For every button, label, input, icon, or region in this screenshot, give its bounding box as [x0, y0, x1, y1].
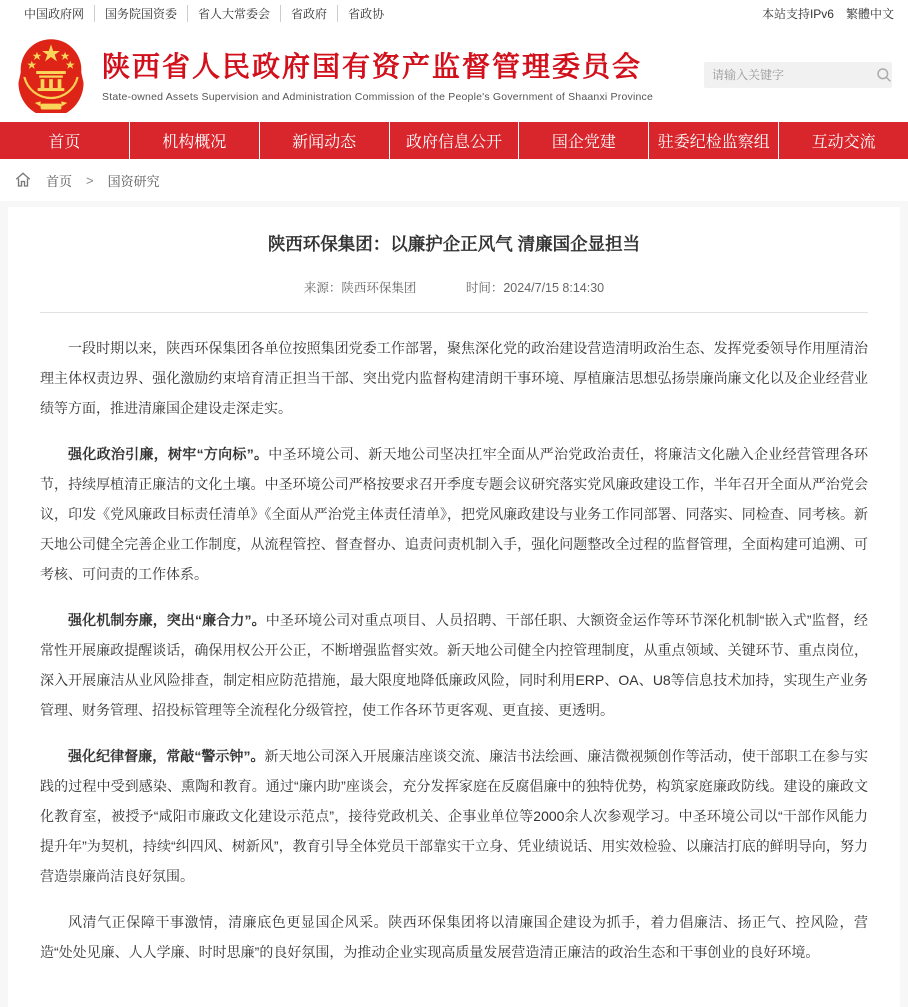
top-utility-bar	[0, 0, 908, 26]
breadcrumb-home[interactable]: 首页	[46, 173, 73, 189]
traditional-chinese-link[interactable]: 繁體中文	[845, 6, 894, 21]
article-header	[40, 231, 868, 313]
article-paragraph	[40, 907, 868, 967]
article-paragraph	[40, 439, 868, 589]
paragraph-text: 新天地公司深入开展廉洁座谈交流、廉洁书法绘画、廉洁微视频创作等活动，使干部职工在参与实践的过程中受到感染、熏陶和教育。通过“廉内助”座谈会，充分发挥家庭在反腐倡廉中的独特优势，构筑家庭廉政防线。建设的廉政文化教育室，被授予“咸阳市廉政文化建设示范点”，接待党政机关、企事业单位等2000余人次参观学习。中圣环境公司以“干部作风能力提升年”为契机，持续“纠四风、树新风”，教育引导全体党员干部靠实干立身、凭业绩说话、用实效检验、以廉洁打底的鲜明导向，努力营造崇廉尚洁良好氛围。	[40, 748, 869, 884]
nav-item-gov-info[interactable]: 政府信息公开	[389, 122, 519, 159]
breadcrumb	[0, 159, 908, 201]
ipv6-label: 本站支持IPv6	[761, 6, 834, 21]
article-card	[8, 207, 900, 1007]
paragraph-text: 一段时期以来，陕西环保集团各单位按照集团党委工作部署，聚焦深化党的政治建设营造清明政治生态、发挥党委领导作用厘清治理主体权责边界、强化激励约束培育清正担当干部、突出党内监督构建清朗干事环境、厚植廉洁思想弘扬崇廉尚廉文化以及企业经营业绩等方面，推进清廉国企建设走深走实。	[40, 340, 868, 416]
paragraph-lead: 强化政治引廉，树牢“方向标”。	[68, 446, 269, 462]
nav-item-interaction[interactable]: 互动交流	[778, 122, 908, 159]
paragraph-text: 风清气正保障干事激情，清廉底色更显国企风采。陕西环保集团将以清廉国企建设为抓手，着力倡廉洁、扬正气、控风险，营造“处处见廉、人人学廉、时时思廉”的良好氛围，为推动企业实现高质量发展营造清正廉洁的政治生态和干事创业的良好环境。	[40, 914, 868, 960]
page-background	[0, 201, 908, 1007]
home-icon[interactable]	[14, 171, 32, 189]
site-header	[0, 26, 908, 122]
site-subtitle-english: State-owned Assets Supervision and Administration Commission of the People's Government of Shaanxi Province	[102, 91, 654, 103]
article-title: 陕西环保集团：以廉护企正风气 清廉国企显担当	[267, 234, 641, 254]
link-china-gov[interactable]: 中国政府网	[24, 6, 85, 21]
link-provincial-gov[interactable]: 省政府	[280, 5, 337, 22]
site-title-block	[102, 45, 653, 103]
topbar-right	[762, 5, 894, 22]
national-emblem-logo	[14, 35, 88, 113]
article-body	[40, 313, 868, 967]
article-meta	[40, 278, 868, 296]
nav-item-discipline-inspection[interactable]: 驻委纪检监察组	[648, 122, 778, 159]
article-paragraph	[40, 333, 868, 423]
article-paragraph	[40, 741, 868, 891]
link-cppcc[interactable]: 省政协	[337, 5, 394, 22]
link-people-congress[interactable]: 省人大常委会	[187, 5, 280, 22]
nav-item-org-overview[interactable]: 机构概况	[129, 122, 259, 159]
paragraph-text: 中圣环境公司对重点项目、人员招聘、干部任职、大额资金运作等环节深化机制“嵌入式”监督，经常性开展廉政提醒谈话，确保用权公开公正，不断增强监督实效。新天地公司健全内控管理制度，从重点领域、关键环节、重点岗位，深入开展廉洁从业风险排查，制定相应防范措施，最大限度地降低廉政风险，同时利用ERP、OA、U8等信息技术加持，实现生产业务管理、财务管理、招投标管理等全流程化分级管控，使工作各环节更客观、更直接、更透明。	[40, 612, 869, 718]
nav-item-party-building[interactable]: 国企党建	[518, 122, 648, 159]
search-box	[704, 62, 892, 88]
link-sasac[interactable]: 国务院国资委	[94, 5, 187, 22]
search-icon	[876, 67, 892, 83]
main-nav	[0, 122, 908, 159]
paragraph-lead: 强化纪律督廉，常敲“警示钟”。	[68, 748, 265, 764]
paragraph-lead: 强化机制夯廉，突出“廉合力”。	[68, 612, 266, 628]
site-title: 陕西省人民政府国有资产监督管理委员会	[102, 51, 643, 82]
search-input[interactable]	[704, 68, 875, 82]
paragraph-text: 中圣环境公司、新天地公司坚决扛牢全面从严治党政治责任，将廉洁文化融入企业经营管理各环节，持续厚植清正廉洁的文化土壤。中圣环境公司严格按要求召开季度专题会议研究落实党风廉政建设工作，半年召开全面从严治党会议，印发《党风廉政目标责任清单》《全面从严治党主体责任清单》，把党风廉政建设与业务工作同部署、同落实、同检查、同考核。新天地公司健全完善企业工作制度，从流程管控、督查督办、追责问责机制入手，强化问题整改全过程的监督管理，全面构建可追溯、可考核、可问责的工作体系。	[40, 446, 869, 582]
gov-links	[14, 5, 394, 22]
nav-item-home[interactable]: 首页	[48, 134, 81, 151]
breadcrumb-separator: >	[86, 172, 94, 188]
article-time: 时间：2024/7/15 8:14:30	[465, 281, 605, 295]
article-paragraph	[40, 605, 868, 725]
article-source: 来源：陕西环保集团	[303, 281, 417, 295]
breadcrumb-research[interactable]: 国资研究	[107, 173, 160, 189]
nav-item-news[interactable]: 新闻动态	[259, 122, 389, 159]
search-button[interactable]	[875, 62, 892, 88]
